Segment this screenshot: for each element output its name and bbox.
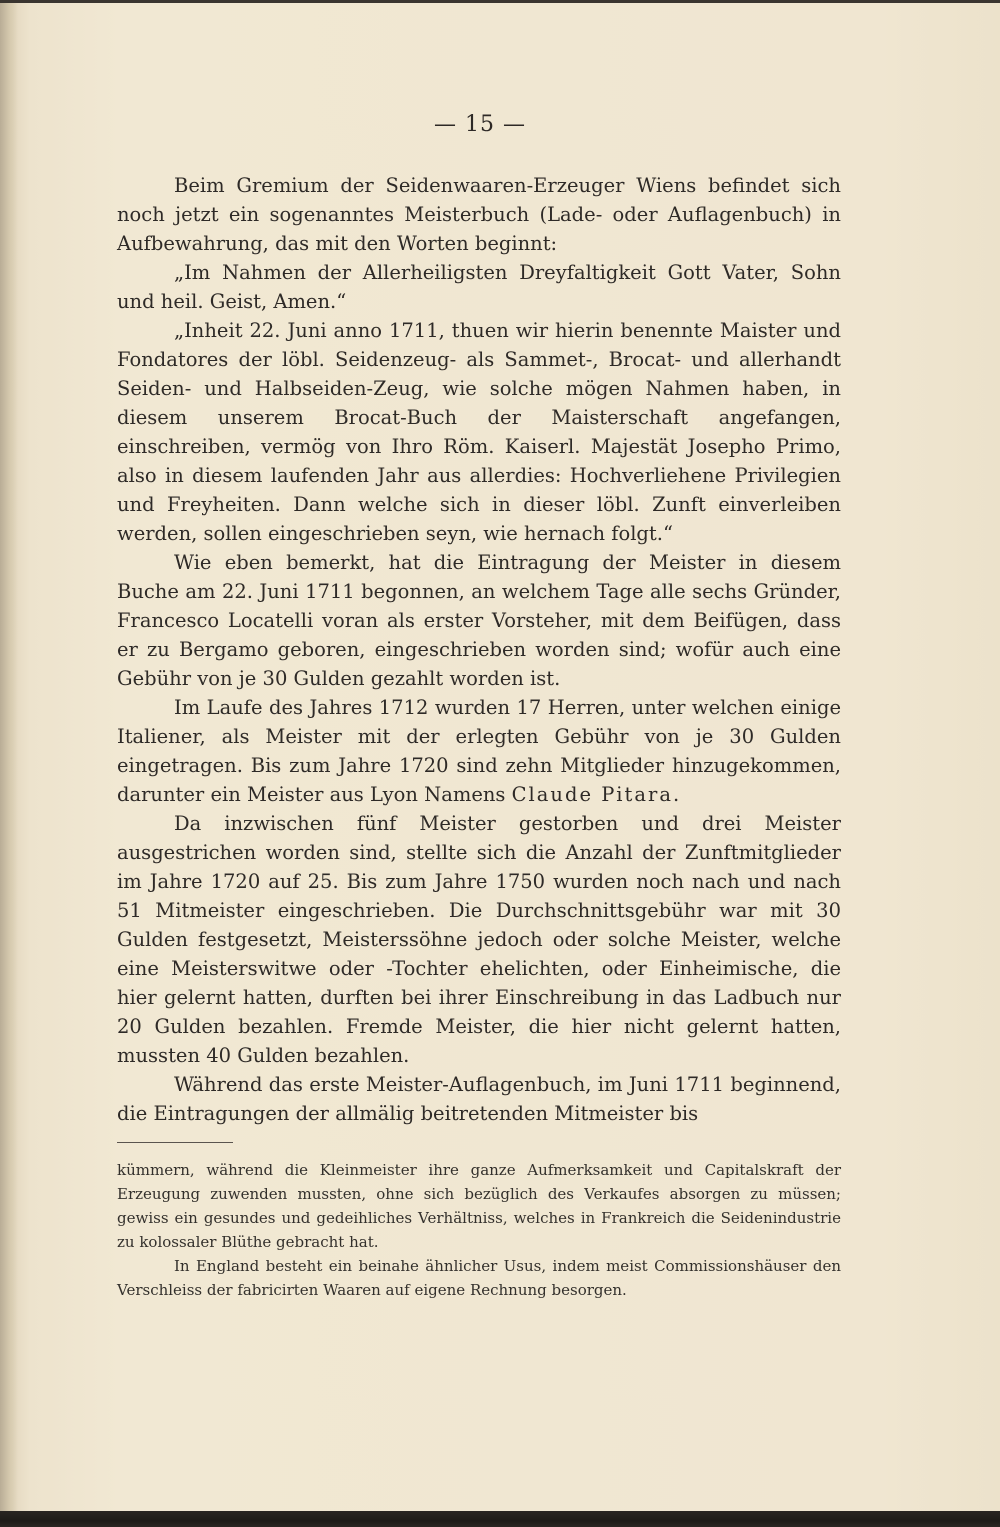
bottom-edge [0, 1511, 1000, 1527]
top-edge [0, 0, 1000, 3]
paragraph: „Im Nahmen der Allerheiligsten Dreyfaltigkeit Gott Vater, Sohn und heil. Geist, Amen.“ [117, 261, 841, 313]
footnote: In England besteht ein beinahe ähnlicher Usus, indem meist Commissionshäuser den Verschleiss der fabricirten Waaren auf eigene Rechnung besorgen. [117, 1257, 841, 1299]
footnote-continued: kümmern, während die Kleinmeister ihre ganze Aufmerksamkeit und Capitalskraft der Erzeugung zuwenden mussten, ohne sich bezüglich des Verkaufes absorgen zu müssen; gewiss ein gesundes und gedeihliches Verhältniss, welches in Frankreich die Seidenindustrie zu kolossaler Blüthe gebracht hat. [117, 1161, 841, 1251]
page-spine-shadow [0, 0, 18, 1511]
punctuation: . [672, 783, 680, 806]
footnote-divider [117, 1142, 233, 1143]
paragraph: Wie eben bemerkt, hat die Eintragung der Meister in diesem Buche am 22. Juni 1711 begonnen, an welchem Tage alle sechs Gründer, Francesco Locatelli voran als erster Vorsteher, mit dem Beifügen, dass er zu Bergamo geboren, eingeschrieben worden sind; wofür auch eine Gebühr von je 30 Gulden gezahlt worden ist. [117, 551, 841, 690]
paragraph-text: Im Laufe des Jahres 1712 wurden 17 Herren, unter welchen einige Italiener, als Meister mit der erlegten Gebühr von je 30 Gulden eingetragen. Bis zum Jahre 1720 sind zehn Mitglieder hinzugekommen, darunter ein Meister aus Lyon Namens [117, 696, 841, 806]
paragraph: „Inheit 22. Juni anno 1711, thuen wir hierin benennte Maister und Fondatores der löbl. Seidenzeug- als Sammet-, Brocat- und allerhandt Seiden- und Halbseiden-Zeug, wie solche mögen Nahmen haben, in diesem unserem Brocat-Buch der Maisterschaft angefangen, einschreiben, vermög von Ihro Röm. Kaiserl. Majestät Josepho Primo, also in diesem laufenden Jahr aus allerdies: Hochverliehene Privilegien und Freyheiten. Dann welche sich in dieser löbl. Zunft einverleiben werden, sollen eingeschrieben seyn, wie hernach folgt.“ [117, 319, 841, 545]
main-text [117, 171, 841, 1128]
paragraph: Während das erste Meister-Auflagenbuch, im Juni 1711 beginnend, die Eintragungen der allmälig beitretenden Mitmeister bis [117, 1073, 841, 1125]
paragraph-with-name [117, 693, 841, 809]
paragraph: Da inzwischen fünf Meister gestorben und drei Meister ausgestrichen worden sind, stellte sich die Anzahl der Zunftmitglieder im Jahre 1720 auf 25. Bis zum Jahre 1750 wurden noch nach und nach 51 Mitmeister eingeschrieben. Die Durchschnittsgebühr war mit 30 Gulden festgesetzt, Meisterssöhne jedoch oder solche Meister, welche eine Meisterswitwe oder -Tochter ehelichten, oder Einheimische, die hier gelernt hatten, durften bei ihrer Einschreibung in das Ladbuch nur 20 Gulden bezahlen. Fremde Meister, die hier nicht gelernt hatten, mussten 40 Gulden bezahlen. [117, 812, 841, 1067]
spaced-name: Claude Pitara [511, 783, 673, 806]
paragraph: Beim Gremium der Seidenwaaren-Erzeuger Wiens befindet sich noch jetzt ein sogenanntes Meisterbuch (Lade- oder Auflagenbuch) in Aufbewahrung, das mit den Worten beginnt: [117, 174, 841, 255]
footnotes [117, 1158, 841, 1302]
page-number: — 15 — [434, 112, 526, 137]
